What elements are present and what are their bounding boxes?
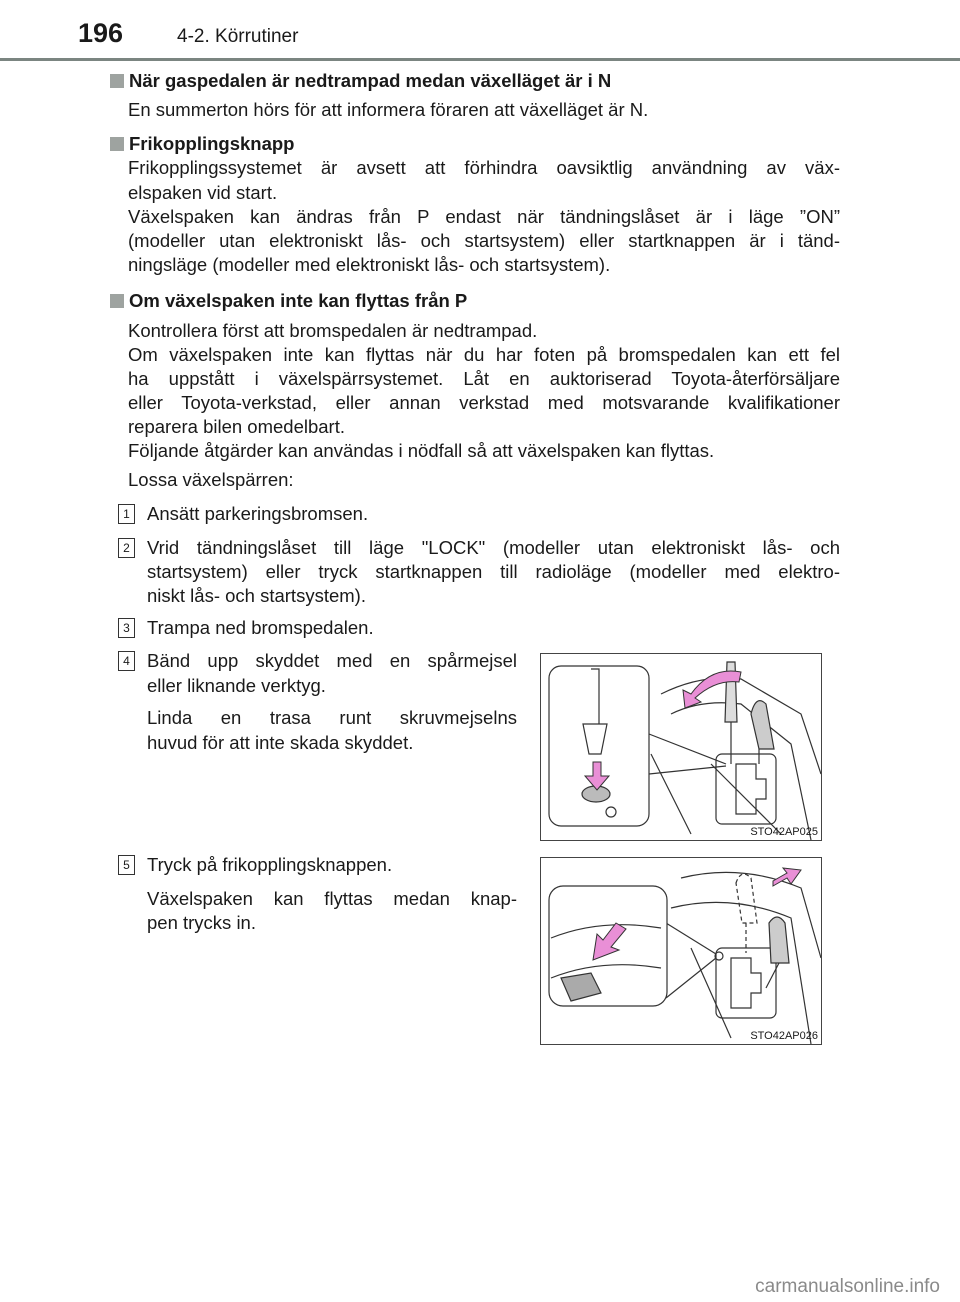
step-number: 3 [118,618,135,638]
step-line: Vrid tändningslåset till läge "LOCK" (modeller utan elektroniskt lås- och [147,537,840,558]
paragraph-line: Växelspaken kan ändras från P endast när tändningslåset är i läge ”ON” [128,206,840,227]
shift-lock-release-illustration [541,858,821,1044]
step-line: Ansätt parkeringsbromsen. [147,503,369,524]
header-rule [0,58,960,61]
bullet-square-icon [110,74,124,88]
figure-shift-lock-cover [540,653,822,841]
step-line: Linda en trasa runt skruvmejselns [147,707,517,728]
step-line: niskt lås- och startsystem). [147,585,366,606]
section-heading [110,133,294,155]
paragraph-line: ningsläge (modeller med elektroniskt lås- och startsystem). [128,254,611,275]
section-heading [110,70,611,92]
heading-text: Frikopplingsknapp [129,133,295,154]
step-number: 5 [118,855,135,875]
bullet-square-icon [110,294,124,308]
bullet-square-icon [110,137,124,151]
step-line: Trampa ned bromspedalen. [147,617,374,638]
figure-shift-lock-release [540,857,822,1045]
page-number: 196 [78,18,124,48]
paragraph-line: ha uppstått i växelspärrsystemet. Låt en auktoriserad Toyota-återförsäljare [128,368,840,389]
paragraph-line: Följande åtgärder kan användas i nödfall så att växelspaken kan flyttas. [128,440,715,461]
step-number: 1 [118,504,135,524]
step-line: Tryck på frikopplingsknappen. [147,854,393,875]
shift-lock-cover-illustration [541,654,821,840]
paragraph-line: reparera bilen omedelbart. [128,416,345,437]
paragraph-line: elspaken vid start. [128,182,278,203]
figure-caption: STO42AP026 [750,1030,818,1042]
heading-text: När gaspedalen är nedtrampad medan växelläget är i N [129,70,612,91]
step-line: huvud för att inte skada skyddet. [147,732,414,753]
paragraph-line: Om växelspaken inte kan flyttas när du har foten på bromspedalen kan ett fel [128,344,840,365]
step-line: startsystem) eller tryck startknappen till radioläge (modeller med elektro- [147,561,840,582]
paragraph-line: Kontrollera först att bromspedalen är nedtrampad. [128,320,538,341]
figure-caption: STO42AP025 [750,826,818,838]
step-line: pen trycks in. [147,912,256,933]
heading-text: Om växelspaken inte kan flyttas från P [129,290,468,311]
step-number: 2 [118,538,135,558]
paragraph-line: Lossa växelspärren: [128,469,294,490]
paragraph-line: eller Toyota-verkstad, eller annan verkstad med motsvarande kvalifikationer [128,392,840,413]
step-line: Bänd upp skyddet med en spårmejsel [147,650,517,671]
watermark: carmanualsonline.info [755,1276,940,1297]
step-line: eller liknande verktyg. [147,675,326,696]
paragraph-line: En summerton hörs för att informera föraren att växelläget är N. [128,99,649,120]
step-line: Växelspaken kan flyttas medan knap- [147,888,517,909]
step-number: 4 [118,651,135,671]
paragraph-line: (modeller utan elektroniskt lås- och startsystem) eller startknappen är i tänd- [128,230,840,251]
section-heading [110,290,467,312]
paragraph-line: Frikopplingssystemet är avsett att förhindra oavsiktlig användning av väx- [128,157,840,178]
section-title: 4-2. Körrutiner [177,26,299,47]
